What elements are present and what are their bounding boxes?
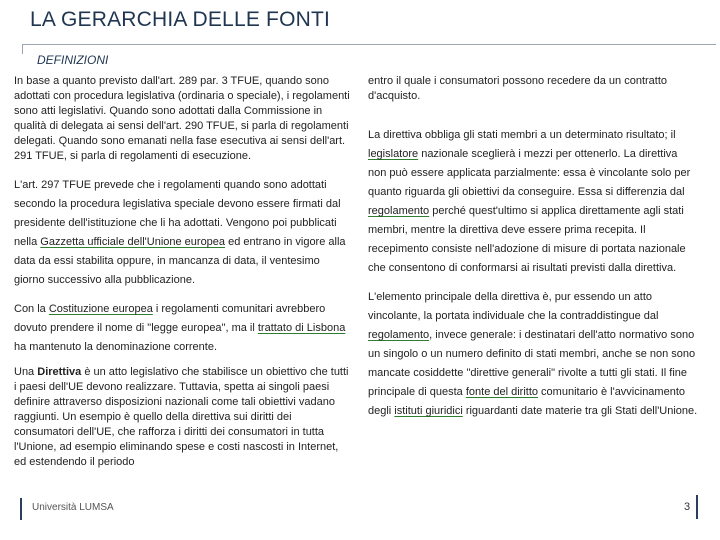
footer-institution: Università LUMSA xyxy=(32,502,114,513)
right-paragraph-3 xyxy=(368,288,698,421)
title-divider-tick xyxy=(22,44,23,54)
right-paragraph-2 xyxy=(368,126,698,278)
right-p2-text-c: perché quest'ultimo si applica direttamente agli stati membri, mentre la direttiva deve essere prima recepita. Il recepimento consiste nell'adozione di misure di portata nazionale che consentono di conformarsi ai risultati previsti dalla direttiva. xyxy=(368,205,686,274)
right-p1-text: entro il quale i consumatori possono recedere da un contratto d'acquisto. xyxy=(368,75,668,102)
left-column xyxy=(14,74,350,470)
left-p4-text-a: Una xyxy=(14,366,38,378)
link-regolamento[interactable]: regolamento xyxy=(368,205,430,217)
link-trattato-lisbona[interactable]: trattato di Lisbona xyxy=(257,322,346,334)
link-regolamento-2[interactable]: regolamento xyxy=(368,329,430,341)
left-p4-text-b: è un atto legislativo che stabilisce un obiettivo che tutti i paesi dell'UE devono realizzare. Tuttavia, spetta ai singoli paesi definire attraverso disposizioni nazionali come tali obiettivi vadano raggiunti. Un esempio è quello della direttiva sui diritti dei consumatori dell'UE, che rafforza i diritti dei consumatori in tutta l'Unione, ad esempio eliminando spese e costi nascosti in Internet, ed estendendo il periodo xyxy=(14,366,349,468)
left-p3-text-a: Con la xyxy=(14,303,49,315)
link-gazzetta-ufficiale[interactable]: Gazzetta ufficiale dell'Unione europea xyxy=(40,236,226,248)
link-costituzione-europea[interactable]: Costituzione europea xyxy=(48,303,153,315)
title-divider xyxy=(22,44,716,45)
right-p3-text-a: L'elemento principale della direttiva è, pur essendo un atto vincolante, la portata individuale che la contraddistingue dal xyxy=(368,291,659,322)
link-fonte-del-diritto[interactable]: fonte del diritto xyxy=(465,386,538,398)
link-legislatore[interactable]: legislatore xyxy=(368,148,419,160)
right-column xyxy=(368,74,698,421)
page-number: 3 xyxy=(684,501,691,513)
footer-accent-right xyxy=(696,495,698,519)
left-p3-text-c: ha mantenuto la denominazione corrente. xyxy=(14,341,218,353)
direttiva-term: Direttiva xyxy=(37,366,82,378)
link-istituti-giuridici[interactable]: istituti giuridici xyxy=(394,405,463,417)
left-p1-text: In base a quanto previsto dall'art. 289 par. 3 TFUE, quando sono adottati con procedura legislativa (ordinaria o speciale), i regolamenti sono atti legislativi. Quando sono adottati dalla Commissione in qualità di delegata ai sensi dell'art. 290 TFUE, si parla di regolamenti delegati. Quando sono emanati nella fase esecutiva ai sensi dell'art. 291 TFUE, si parla di regolamenti di esecuzione. xyxy=(14,75,350,162)
left-p3-text-b: i regolamenti comunitari avrebbero dovuto prendere il nome di "legge europea", ma il xyxy=(14,303,326,334)
right-p2-text-a: La direttiva obbliga gli stati membri a un determinato risultato; il xyxy=(368,129,676,141)
right-paragraph-1 xyxy=(368,74,698,104)
right-p3-text-b: , invece generale: i destinatari dell'atto normativo sono un singolo o un numero definito di stati membri, anche se non sono mancate cosiddette "direttive generali" rivolte a tutti gli stati. Il fine principale di questa xyxy=(368,329,696,398)
left-paragraph-3 xyxy=(14,300,350,357)
left-p2-text-a: L'art. 297 TFUE prevede che i regolamenti quando sono adottati secondo la procedura legislativa speciale devono essere firmati dal presidente dell'istituzione che li ha adottati. Vengono poi pubblicati nella xyxy=(14,179,341,248)
section-subtitle: DEFINIZIONI xyxy=(37,53,109,67)
right-p2-text-b: nazionale sceglierà i mezzi per ottenerlo. La direttiva non può essere applicata parzialmente: essa è vincolante solo per quanto riguarda gli obiettivi da conseguire. Essa si differenzia dal xyxy=(368,148,691,198)
left-paragraph-2 xyxy=(14,176,350,290)
footer-accent-left xyxy=(20,498,22,520)
left-paragraph-1 xyxy=(14,74,350,164)
page-title: LA GERARCHIA DELLE FONTI xyxy=(30,8,331,31)
left-p2-text-b: ed entrano in vigore alla data da essi stabilita oppure, in mancanza di data, il ventesimo giorno successivo alla pubblicazione. xyxy=(14,236,346,286)
left-paragraph-4 xyxy=(14,365,350,470)
right-p3-text-d: riguardanti date materie tra gli Stati dell'Unione. xyxy=(462,405,698,417)
right-p3-text-c: comunitario è l'avvicinamento degli xyxy=(368,386,686,417)
